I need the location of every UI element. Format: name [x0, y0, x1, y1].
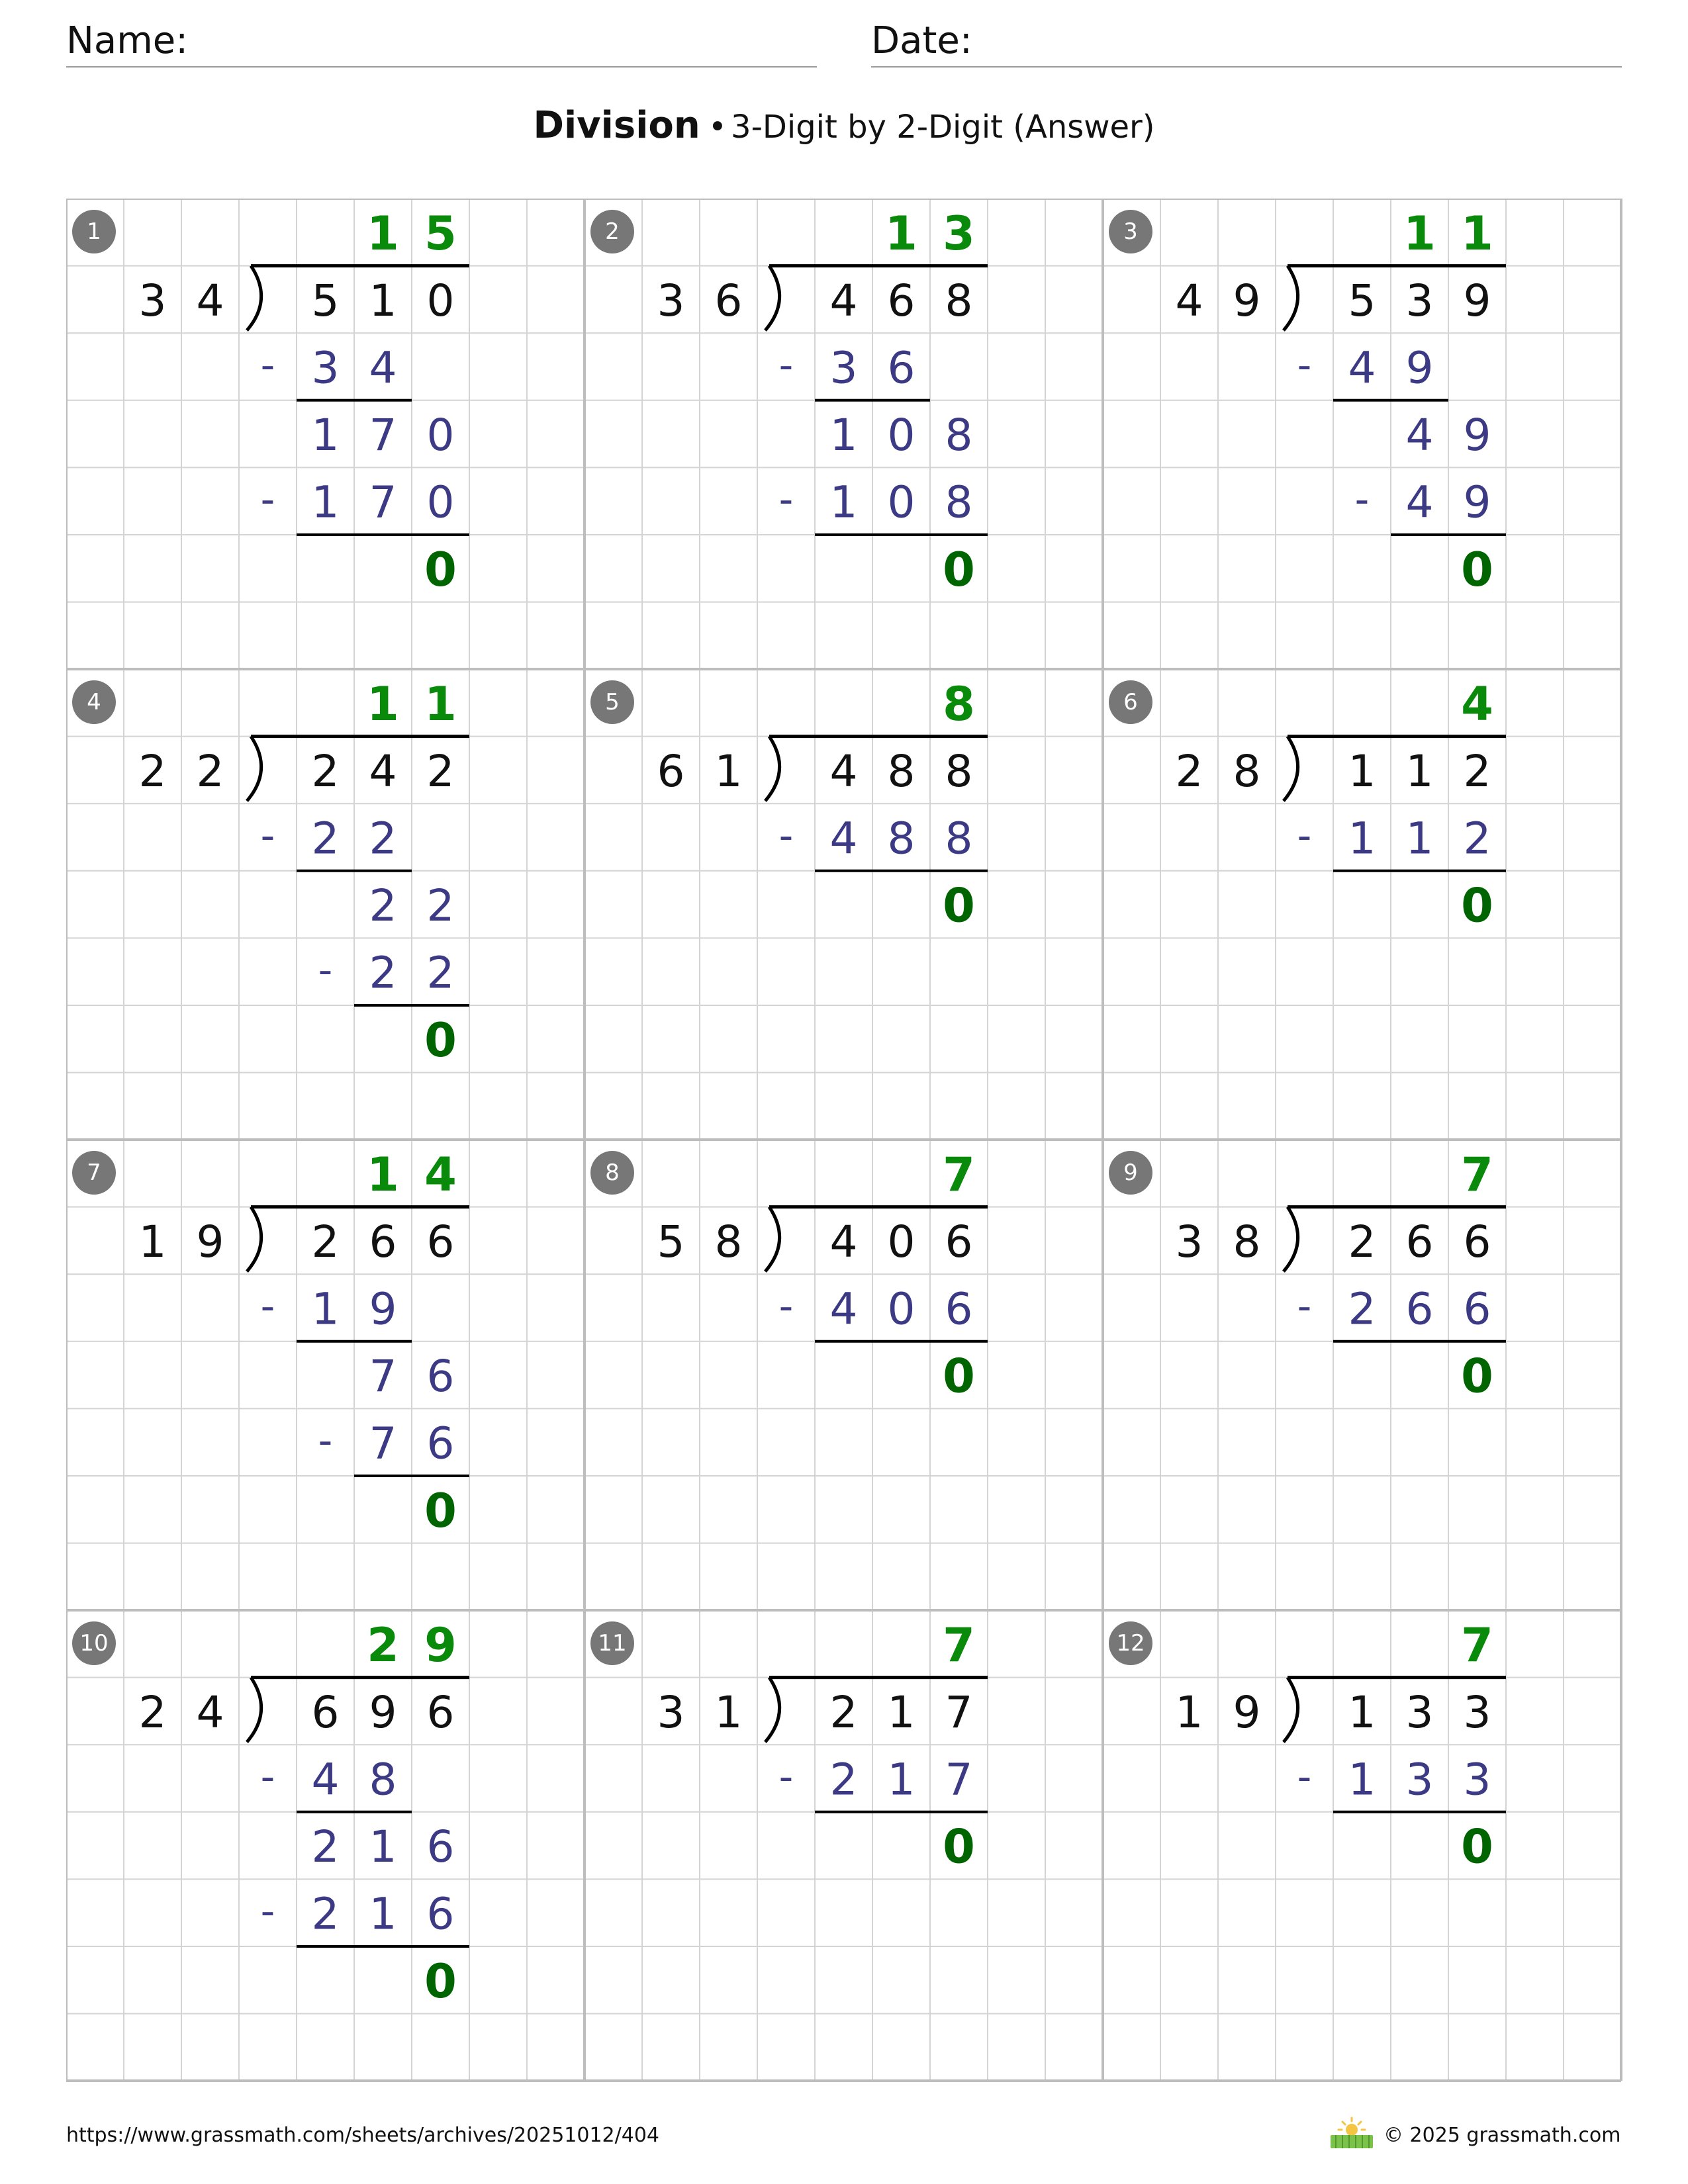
quotient-digit: 1 — [367, 676, 399, 731]
dividend-digit: 1 — [1348, 1686, 1376, 1738]
quotient-digit: 1 — [367, 206, 399, 261]
dividend-digit: 2 — [1348, 1216, 1376, 1267]
work-digit: 4 — [1348, 342, 1376, 394]
problem-number: 6 — [1123, 689, 1138, 715]
title-subtitle: 3-Digit by 2-Digit (Answer) — [731, 109, 1155, 146]
dividend-digit: 2 — [1463, 745, 1491, 797]
work-digit: 1 — [311, 410, 340, 461]
dividend-digit: 6 — [426, 1686, 455, 1738]
grass-sun-logo-icon — [1329, 2115, 1374, 2150]
work-digit: 1 — [369, 1888, 397, 1940]
work-digit: 6 — [426, 1821, 455, 1873]
dividend-digit: 5 — [311, 275, 340, 326]
quotient-digit: 7 — [943, 1617, 975, 1672]
minus-sign: - — [260, 1283, 275, 1330]
work-digit: 1 — [829, 477, 858, 528]
work-digit: 7 — [369, 1351, 397, 1402]
division-bracket — [1284, 737, 1298, 801]
footer-url: https://www.grassmath.com/sheets/archives/20251012/404 — [66, 2124, 660, 2147]
dividend-digit: 8 — [887, 745, 915, 797]
quotient-digit: 4 — [424, 1147, 457, 1202]
remainder-digit: 0 — [943, 1349, 975, 1404]
dividend-digit: 1 — [1405, 745, 1434, 797]
dividend-digit: 9 — [1463, 275, 1491, 326]
work-digit: 1 — [1348, 813, 1376, 864]
work-digit: 2 — [369, 947, 397, 999]
dividend-digit: 1 — [887, 1686, 915, 1738]
division-bracket — [765, 1678, 780, 1743]
dividend-digit: 8 — [945, 745, 973, 797]
remainder-digit: 0 — [424, 1013, 457, 1068]
remainder-digit: 0 — [424, 1954, 457, 2009]
quotient-digit: 1 — [367, 1147, 399, 1202]
division-bracket — [247, 1678, 261, 1743]
divisor-digit: 6 — [657, 745, 685, 797]
quotient-digit: 5 — [424, 206, 457, 261]
divisor-digit: 5 — [657, 1216, 685, 1267]
problem-number: 5 — [605, 689, 620, 715]
problem-number: 9 — [1123, 1160, 1138, 1186]
divisor-digit: 4 — [196, 275, 224, 326]
work-digit: 2 — [311, 1888, 340, 1940]
divisor-digit: 2 — [138, 1686, 167, 1738]
divisor-digit: 2 — [196, 745, 224, 797]
work-digit: 2 — [426, 880, 455, 932]
work-digit: 1 — [1348, 1754, 1376, 1805]
divisor-digit: 8 — [1233, 1216, 1261, 1267]
minus-sign: - — [260, 477, 275, 523]
work-digit: 2 — [369, 880, 397, 932]
work-digit: 7 — [369, 410, 397, 461]
problem-grid — [66, 199, 1623, 2086]
minus-sign: - — [1297, 813, 1312, 859]
quotient-digit: 9 — [424, 1617, 457, 1672]
divisor-digit: 8 — [1233, 745, 1261, 797]
dividend-digit: 6 — [887, 275, 915, 326]
work-digit: 6 — [945, 1283, 973, 1335]
dividend-digit: 6 — [369, 1216, 397, 1267]
quotient-digit: 1 — [1403, 206, 1436, 261]
remainder-digit: 0 — [1461, 542, 1493, 597]
division-bracket — [1284, 266, 1298, 331]
divisor-digit: 1 — [1175, 1686, 1203, 1738]
quotient-digit: 7 — [1461, 1617, 1493, 1672]
dividend-digit: 6 — [426, 1216, 455, 1267]
problem-number: 1 — [87, 218, 101, 245]
dividend-digit: 2 — [311, 1216, 340, 1267]
divisor-digit: 1 — [714, 745, 743, 797]
quotient-digit: 7 — [1461, 1147, 1493, 1202]
quotient-digit: 8 — [943, 676, 975, 731]
quotient-digit: 1 — [885, 206, 917, 261]
problem-number: 11 — [598, 1630, 627, 1657]
division-bracket — [247, 1207, 261, 1272]
divisor-digit: 3 — [1175, 1216, 1203, 1267]
minus-sign: - — [318, 1418, 333, 1465]
dividend-digit: 5 — [1348, 275, 1376, 326]
name-label: Name: — [66, 19, 189, 62]
dividend-digit: 2 — [829, 1686, 858, 1738]
dividend-digit: 6 — [1405, 1216, 1434, 1267]
minus-sign: - — [260, 813, 275, 859]
dividend-digit: 4 — [829, 1216, 858, 1267]
work-digit: 4 — [829, 1283, 858, 1335]
work-digit: 1 — [887, 1754, 915, 1805]
divisor-digit: 6 — [714, 275, 743, 326]
dividend-digit: 3 — [1463, 1686, 1491, 1738]
divisor-digit: 8 — [714, 1216, 743, 1267]
divisor-digit: 3 — [657, 275, 685, 326]
work-digit: 9 — [369, 1283, 397, 1335]
dividend-digit: 7 — [945, 1686, 973, 1738]
remainder-digit: 0 — [1461, 878, 1493, 933]
dividend-digit: 6 — [945, 1216, 973, 1267]
dividend-digit: 0 — [426, 275, 455, 326]
work-digit: 4 — [1405, 410, 1434, 461]
work-digit: 8 — [945, 813, 973, 864]
work-digit: 6 — [1405, 1283, 1434, 1335]
divisor-digit: 9 — [1233, 275, 1261, 326]
divisor-digit: 2 — [1175, 745, 1203, 797]
work-digit: 7 — [945, 1754, 973, 1805]
quotient-digit: 4 — [1461, 676, 1493, 731]
problem-number: 8 — [605, 1160, 620, 1186]
divisor-digit: 4 — [196, 1686, 224, 1738]
minus-sign: - — [778, 813, 794, 859]
divisor-digit: 1 — [138, 1216, 167, 1267]
minus-sign: - — [260, 1754, 275, 1800]
minus-sign: - — [1297, 342, 1312, 388]
work-digit: 1 — [829, 410, 858, 461]
work-digit: 7 — [369, 1418, 397, 1469]
division-bracket — [765, 266, 780, 331]
minus-sign: - — [1354, 477, 1370, 523]
division-bracket — [1284, 1678, 1298, 1743]
division-bracket — [1284, 1207, 1298, 1272]
dividend-digit: 1 — [1348, 745, 1376, 797]
work-digit: 2 — [311, 813, 340, 864]
dividend-digit: 4 — [369, 745, 397, 797]
date-line — [871, 66, 1622, 68]
minus-sign: - — [260, 1888, 275, 1935]
quotient-digit: 2 — [367, 1617, 399, 1672]
problem-number: 12 — [1116, 1630, 1145, 1657]
work-digit: 3 — [1405, 1754, 1434, 1805]
work-digit: 3 — [1463, 1754, 1491, 1805]
divisor-digit: 1 — [714, 1686, 743, 1738]
dividend-digit: 2 — [426, 745, 455, 797]
remainder-digit: 0 — [1461, 1819, 1493, 1874]
division-bracket — [247, 266, 261, 331]
divisor-digit: 2 — [138, 745, 167, 797]
divisor-digit: 9 — [1233, 1686, 1261, 1738]
work-digit: 4 — [1405, 477, 1434, 528]
worksheet-title — [0, 104, 1688, 147]
dividend-digit: 0 — [887, 1216, 915, 1267]
quotient-digit: 7 — [943, 1147, 975, 1202]
dividend-digit: 4 — [829, 275, 858, 326]
work-digit: 2 — [426, 947, 455, 999]
work-digit: 3 — [311, 342, 340, 394]
remainder-digit: 0 — [424, 542, 457, 597]
work-digit: 1 — [369, 1821, 397, 1873]
minus-sign: - — [778, 342, 794, 388]
dividend-digit: 6 — [311, 1686, 340, 1738]
remainder-digit: 0 — [424, 1483, 457, 1538]
problem-number: 4 — [87, 689, 101, 715]
problem-number: 10 — [79, 1630, 109, 1657]
dividend-digit: 1 — [369, 275, 397, 326]
work-digit: 3 — [829, 342, 858, 394]
minus-sign: - — [778, 1754, 794, 1800]
division-bracket — [765, 1207, 780, 1272]
footer-copyright: © 2025 grassmath.com — [1383, 2124, 1621, 2147]
dividend-digit: 4 — [829, 745, 858, 797]
work-digit: 0 — [887, 1283, 915, 1335]
minus-sign: - — [1297, 1283, 1312, 1330]
work-digit: 1 — [311, 1283, 340, 1335]
work-digit: 6 — [1463, 1283, 1491, 1335]
work-digit: 8 — [945, 477, 973, 528]
quotient-digit: 3 — [943, 206, 975, 261]
dividend-digit: 8 — [945, 275, 973, 326]
work-digit: 0 — [426, 477, 455, 528]
problem-number: 2 — [605, 218, 620, 245]
problem-number: 3 — [1123, 218, 1138, 245]
problem-number: 7 — [87, 1160, 101, 1186]
name-line — [66, 66, 817, 68]
work-digit: 4 — [369, 342, 397, 394]
remainder-digit: 0 — [943, 542, 975, 597]
minus-sign: - — [778, 477, 794, 523]
work-digit: 6 — [887, 342, 915, 394]
dividend-digit: 3 — [1405, 1686, 1434, 1738]
work-digit: 2 — [1348, 1283, 1376, 1335]
work-digit: 2 — [369, 813, 397, 864]
remainder-digit: 0 — [1461, 1349, 1493, 1404]
title-separator: • — [708, 109, 727, 146]
minus-sign: - — [778, 1283, 794, 1330]
work-digit: 1 — [311, 477, 340, 528]
dividend-digit: 9 — [369, 1686, 397, 1738]
work-digit: 6 — [426, 1418, 455, 1469]
work-digit: 9 — [1463, 410, 1491, 461]
work-digit: 8 — [887, 813, 915, 864]
work-digit: 0 — [887, 410, 915, 461]
quotient-digit: 1 — [1461, 206, 1493, 261]
dividend-digit: 6 — [1463, 1216, 1491, 1267]
work-digit: 2 — [311, 1821, 340, 1873]
work-digit: 8 — [369, 1754, 397, 1805]
divisor-digit: 3 — [657, 1686, 685, 1738]
divisor-digit: 3 — [138, 275, 167, 326]
work-digit: 8 — [945, 410, 973, 461]
work-digit: 7 — [369, 477, 397, 528]
divisor-digit: 4 — [1175, 275, 1203, 326]
remainder-digit: 0 — [943, 1819, 975, 1874]
minus-sign: - — [260, 342, 275, 388]
work-digit: 2 — [1463, 813, 1491, 864]
title-main: Division — [533, 104, 700, 147]
work-digit: 1 — [1405, 813, 1434, 864]
work-digit: 9 — [1463, 477, 1491, 528]
work-digit: 6 — [426, 1888, 455, 1940]
minus-sign: - — [318, 947, 333, 994]
divisor-digit: 9 — [196, 1216, 224, 1267]
work-digit: 0 — [887, 477, 915, 528]
division-bracket — [247, 737, 261, 801]
remainder-digit: 0 — [943, 878, 975, 933]
date-label: Date: — [871, 19, 972, 62]
work-digit: 2 — [829, 1754, 858, 1805]
work-digit: 0 — [426, 410, 455, 461]
dividend-digit: 3 — [1405, 275, 1434, 326]
work-digit: 4 — [829, 813, 858, 864]
division-bracket — [765, 737, 780, 801]
work-digit: 9 — [1405, 342, 1434, 394]
work-digit: 4 — [311, 1754, 340, 1805]
minus-sign: - — [1297, 1754, 1312, 1800]
quotient-digit: 1 — [424, 676, 457, 731]
dividend-digit: 2 — [311, 745, 340, 797]
work-digit: 6 — [426, 1351, 455, 1402]
